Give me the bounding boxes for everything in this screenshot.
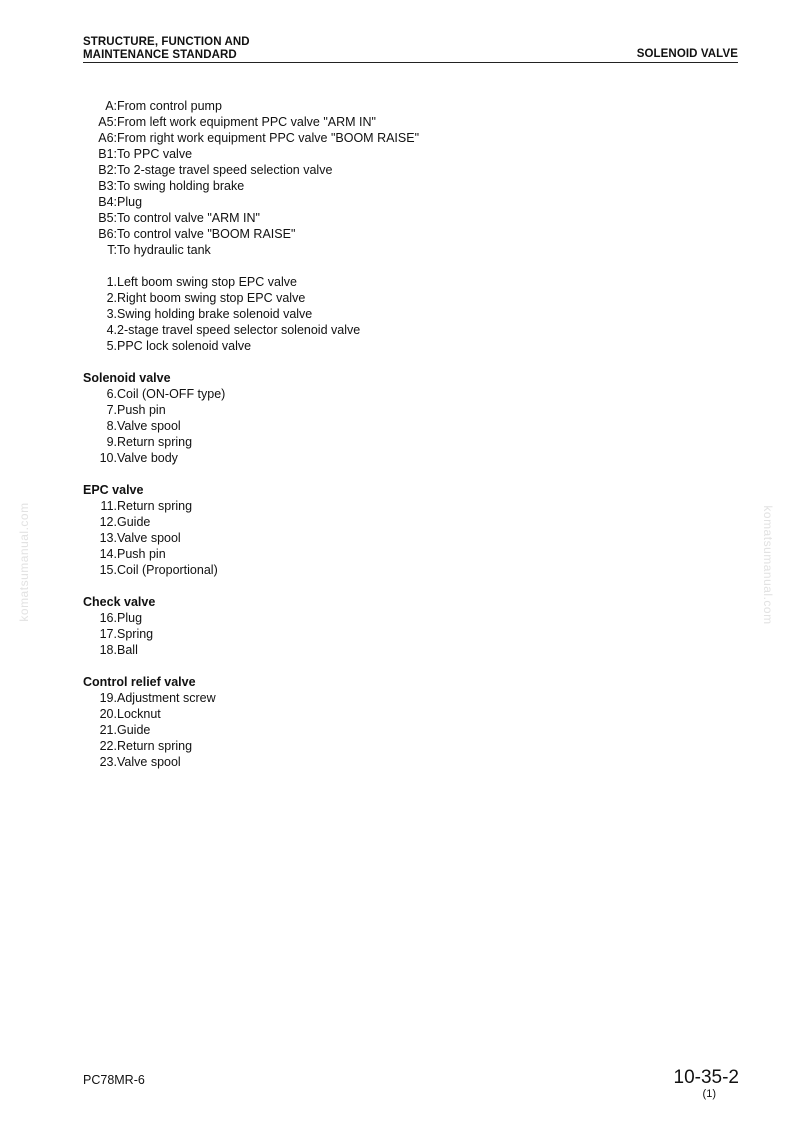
item-text: To swing holding brake <box>117 179 245 193</box>
list-item <box>83 498 743 514</box>
list-item <box>83 386 743 402</box>
section-title: Control relief valve <box>83 675 196 689</box>
item-text: Valve spool <box>117 419 181 433</box>
list-item <box>83 146 743 162</box>
item-text: Push pin <box>117 547 166 561</box>
list-item <box>83 162 743 178</box>
item-text: From left work equipment PPC valve "ARM IN" <box>117 115 376 129</box>
item-code: 4. <box>106 323 117 337</box>
list-item <box>83 754 743 770</box>
header-title-line2: MAINTENANCE STANDARD <box>83 48 237 61</box>
section-title: EPC valve <box>83 483 144 497</box>
item-text: To hydraulic tank <box>117 243 211 257</box>
item-text: Return spring <box>117 739 193 753</box>
ports-list <box>83 98 743 258</box>
item-code: 3. <box>106 307 117 321</box>
item-code: 19. <box>99 691 117 705</box>
item-code: B6: <box>98 227 117 241</box>
list-item <box>83 194 743 210</box>
list-item <box>83 402 743 418</box>
item-text: Push pin <box>117 403 166 417</box>
header-section: SOLENOID VALVE <box>636 48 738 60</box>
list-item <box>83 450 743 466</box>
footer-page-number: 10-35-2 <box>673 1067 739 1088</box>
item-text: Valve spool <box>117 531 181 545</box>
item-text: Valve body <box>117 451 178 465</box>
item-code: A5: <box>98 115 117 129</box>
list-item <box>83 242 743 258</box>
list-item <box>83 274 743 290</box>
item-code: 7. <box>106 403 117 417</box>
spacer <box>83 354 743 370</box>
watermark-left: komatsumanual.com <box>17 502 31 622</box>
item-code: 1. <box>106 275 117 289</box>
list-item <box>83 178 743 194</box>
list-item <box>83 610 743 626</box>
item-code: A6: <box>98 131 117 145</box>
item-text: Swing holding brake solenoid valve <box>117 307 313 321</box>
item-text: PPC lock solenoid valve <box>117 339 252 353</box>
item-text: To PPC valve <box>117 147 193 161</box>
footer-revision: (1) <box>702 1088 716 1100</box>
item-code: 12. <box>99 515 117 529</box>
item-code: 15. <box>99 563 117 577</box>
section-title: Solenoid valve <box>83 371 171 385</box>
header-title-line1: STRUCTURE, FUNCTION AND <box>83 36 250 48</box>
item-text: To control valve "BOOM RAISE" <box>117 227 296 241</box>
item-text: Guide <box>117 723 151 737</box>
item-text: Plug <box>117 611 143 625</box>
item-text: Coil (ON-OFF type) <box>117 387 226 401</box>
item-code: B1: <box>98 147 117 161</box>
list-item <box>83 738 743 754</box>
list-item <box>83 626 743 642</box>
item-text: Return spring <box>117 435 193 449</box>
item-text: To 2-stage travel speed selection valve <box>117 163 333 177</box>
item-code: 23. <box>99 755 117 769</box>
item-text: Locknut <box>117 707 161 721</box>
item-code: B5: <box>98 211 117 225</box>
item-text: To control valve "ARM IN" <box>117 211 260 225</box>
list-item <box>83 130 743 146</box>
item-code: 13. <box>99 531 117 545</box>
item-text: Spring <box>117 627 154 641</box>
header-divider <box>83 62 738 63</box>
item-code: B3: <box>98 179 117 193</box>
item-code: 6. <box>106 387 117 401</box>
components-list <box>83 274 743 354</box>
section-check-valve <box>83 594 743 658</box>
list-item <box>83 642 743 658</box>
item-code: 20. <box>99 707 117 721</box>
list-item <box>83 546 743 562</box>
list-item <box>83 306 743 322</box>
watermark-right: komatsumanual.com <box>761 505 775 625</box>
list-item <box>83 530 743 546</box>
spacer <box>83 578 743 594</box>
item-code: 14. <box>99 547 117 561</box>
item-code: 16. <box>99 611 117 625</box>
item-text: From control pump <box>117 99 222 113</box>
item-text: Return spring <box>117 499 193 513</box>
list-item <box>83 226 743 242</box>
item-text: Plug <box>117 195 143 209</box>
header-title <box>83 36 250 61</box>
item-code: 11. <box>100 499 117 513</box>
spacer <box>83 258 743 274</box>
list-item <box>83 706 743 722</box>
list-item <box>83 418 743 434</box>
list-item <box>83 290 743 306</box>
parts-list <box>83 98 743 770</box>
list-item <box>83 434 743 450</box>
section-solenoid-valve <box>83 370 743 466</box>
list-item <box>83 210 743 226</box>
item-text: Left boom swing stop EPC valve <box>117 275 297 289</box>
section-epc-valve <box>83 482 743 578</box>
item-code: 22. <box>99 739 117 753</box>
item-code: 17. <box>99 627 117 641</box>
item-text: Adjustment screw <box>117 691 216 705</box>
item-text: Right boom swing stop EPC valve <box>117 291 306 305</box>
item-code: B2: <box>98 163 117 177</box>
item-code: 5. <box>106 339 117 353</box>
item-text: Ball <box>117 643 138 657</box>
item-text: Guide <box>117 515 151 529</box>
list-item <box>83 690 743 706</box>
item-code: 8. <box>106 419 117 433</box>
list-item <box>83 114 743 130</box>
item-code: 2. <box>106 291 117 305</box>
footer-model: PC78MR-6 <box>83 1073 145 1087</box>
list-item <box>83 722 743 738</box>
list-item <box>83 338 743 354</box>
item-code: 10. <box>99 451 117 465</box>
item-code: 9. <box>106 435 117 449</box>
item-text: 2-stage travel speed selector solenoid valve <box>117 323 361 337</box>
spacer <box>83 466 743 482</box>
list-item <box>83 322 743 338</box>
list-item <box>83 98 743 114</box>
list-item <box>83 514 743 530</box>
item-code: A: <box>105 99 117 113</box>
spacer <box>83 658 743 674</box>
item-text: Coil (Proportional) <box>117 563 218 577</box>
item-code: 18. <box>99 643 117 657</box>
item-code: B4: <box>98 195 117 209</box>
list-item <box>83 562 743 578</box>
item-code: T: <box>107 243 117 257</box>
section-control-relief-valve <box>83 674 743 770</box>
section-title: Check valve <box>83 595 156 609</box>
item-text: From right work equipment PPC valve "BOOM RAISE" <box>117 131 420 145</box>
item-code: 21. <box>99 723 117 737</box>
item-text: Valve spool <box>117 755 181 769</box>
